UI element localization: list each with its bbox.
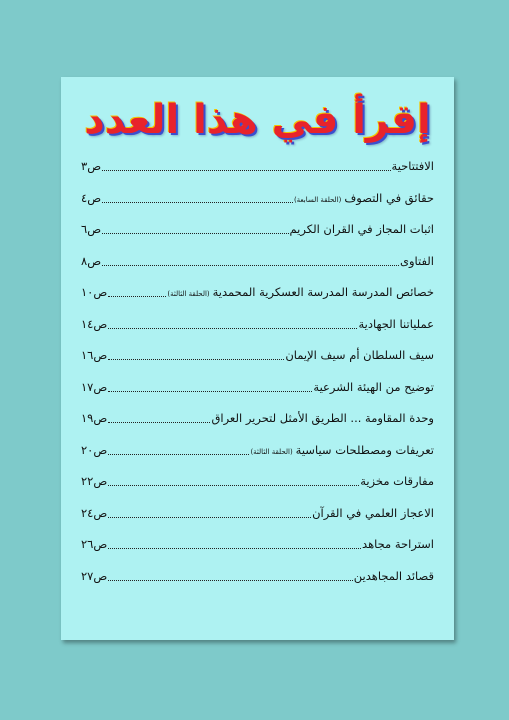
toc-entry	[81, 246, 434, 278]
dot-leader	[108, 328, 357, 329]
toc-entry-page: ص٢٧	[81, 568, 108, 583]
dot-leader	[102, 170, 390, 171]
toc-entry-label: عملياتنا الجهادية	[358, 316, 434, 331]
toc-entry-label: وحدة المقاومة ... الطريق الأمثل لتحرير العراق	[211, 411, 434, 425]
toc-entry	[81, 403, 434, 435]
toc-entry-title	[250, 435, 434, 469]
toc-entry-page: ص٢٤	[81, 505, 108, 520]
toc-entry	[81, 309, 434, 341]
toc-entry-page: ص١٦	[81, 348, 108, 362]
toc-entry-title	[354, 561, 434, 593]
toc-entry-title	[285, 340, 434, 372]
toc-entry-note: (الحلقة الثالثة)	[167, 290, 210, 298]
dot-leader	[108, 517, 311, 518]
toc-entry	[81, 183, 434, 215]
toc-entry-page: ص٣	[81, 159, 102, 173]
toc-entry	[81, 340, 434, 372]
dot-leader	[108, 296, 166, 297]
toc-entry-page: ص١٩	[81, 411, 108, 425]
toc-entry-page: ص٤	[81, 190, 102, 205]
toc-entry-page: ص١٧	[81, 379, 108, 394]
toc-entry-title	[392, 151, 434, 183]
toc-entry-title	[313, 372, 434, 404]
dot-leader	[108, 359, 284, 360]
toc-entry	[81, 151, 434, 183]
toc-entry	[81, 529, 434, 561]
toc-entry-title	[358, 309, 434, 341]
toc-entry	[81, 214, 434, 246]
dot-leader	[102, 265, 399, 266]
toc-entry-label: الافتتاحية	[391, 159, 434, 173]
toc-entry-label: قصائد المجاهدين	[353, 568, 434, 583]
toc-entry-label: سيف السلطان أم سيف الإيمان	[285, 348, 434, 362]
toc-entry-label: خصائص المدرسة المدرسة العسكرية المحمدية	[212, 285, 434, 299]
toc-entry-label: مفارقات مخزية	[360, 474, 434, 488]
toc-entry-title	[312, 498, 434, 530]
toc-entry	[81, 372, 434, 404]
toc-entry-label: اثبات المجاز في القران الكريم	[289, 222, 434, 236]
dot-leader	[108, 391, 312, 392]
toc-entry-page: ص٢٢	[81, 474, 108, 488]
toc-entry-title	[290, 214, 434, 246]
dot-leader	[102, 233, 288, 234]
toc-entry-page: ص١٤	[81, 316, 108, 331]
toc-entry-label: حقائق في التصوف	[344, 190, 434, 205]
toc-entry-page: ص٨	[81, 253, 102, 268]
toc-entry-page: ص٢٦	[81, 537, 108, 551]
toc-entry-page: ص٢٠	[81, 442, 108, 457]
toc-entry	[81, 435, 434, 467]
toc-entry-label: الاعجاز العلمي في القرآن	[312, 505, 434, 520]
toc-entry-label: تعريفات ومصطلحات سياسية	[295, 442, 434, 457]
toc-entry-title	[167, 277, 434, 311]
toc-entry	[81, 498, 434, 530]
dot-leader	[108, 548, 361, 549]
toc-entry-title	[362, 529, 434, 561]
toc-entry	[81, 561, 434, 593]
toc-entry-title	[400, 246, 434, 278]
toc-entry	[81, 277, 434, 309]
dot-leader	[108, 422, 210, 423]
toc-entry-page: ص١٠	[81, 285, 108, 299]
toc-entry-label: استراحة مجاهد	[362, 537, 434, 551]
page-title: إقرأ في هذا العدد	[84, 97, 431, 143]
toc-entry-title	[294, 183, 434, 217]
toc-entry-note: (الحلقة السابعة)	[293, 195, 342, 204]
toc-entry-note: (الحلقة الثالثة)	[250, 447, 293, 456]
dot-leader	[102, 202, 293, 203]
dot-leader	[108, 580, 353, 581]
magazine-page	[61, 77, 454, 640]
toc-entry	[81, 466, 434, 498]
table-of-contents	[81, 151, 434, 592]
toc-entry-page: ص٦	[81, 222, 102, 236]
toc-entry-label: الفتاوى	[399, 253, 434, 268]
toc-entry-title	[211, 403, 434, 435]
toc-entry-label: توضيح من الهيئة الشرعية	[313, 379, 434, 394]
dot-leader	[108, 485, 359, 486]
dot-leader	[108, 454, 249, 455]
toc-entry-title	[360, 466, 434, 498]
